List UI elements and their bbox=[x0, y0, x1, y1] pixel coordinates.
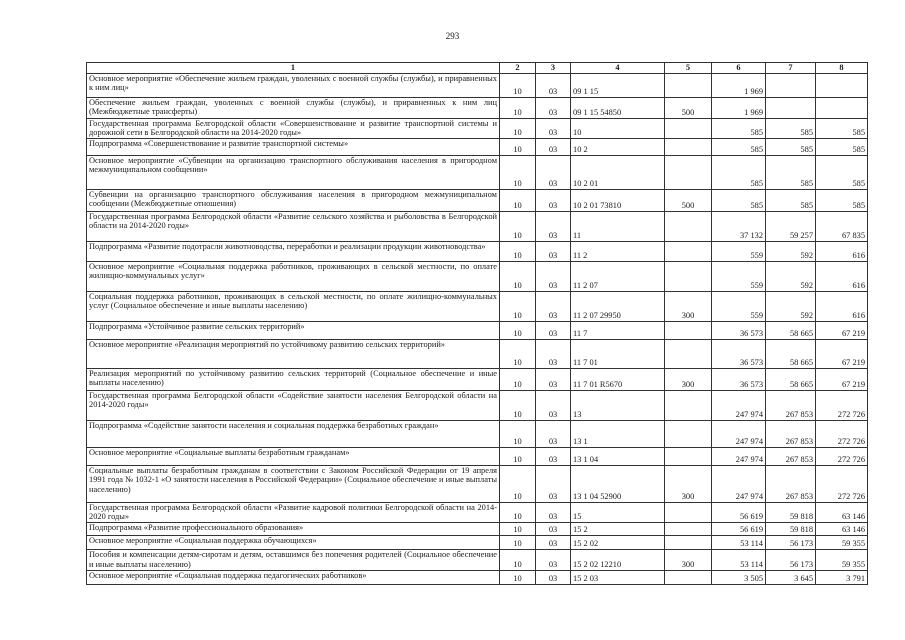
table-row bbox=[87, 535, 868, 549]
amount-year3-cell bbox=[816, 97, 868, 118]
page-number: 293 bbox=[445, 31, 460, 41]
table-row bbox=[87, 118, 868, 138]
amount-year1-cell: 56 619 bbox=[712, 502, 766, 522]
amount-year3-cell: 585 bbox=[816, 138, 868, 155]
amount-year1-cell: 585 bbox=[712, 155, 766, 189]
subsection-code-cell: 03 bbox=[536, 189, 571, 211]
amount-year2-cell: 585 bbox=[766, 118, 816, 138]
amount-year3-cell: 272 726 bbox=[816, 465, 868, 502]
amount-year1-cell: 53 114 bbox=[712, 549, 766, 570]
section-code-cell: 10 bbox=[500, 138, 536, 155]
amount-year3-cell bbox=[816, 73, 868, 97]
target-article-cell: 11 2 07 bbox=[571, 261, 665, 291]
amount-year1-cell: 53 114 bbox=[712, 535, 766, 549]
section-code-cell: 10 bbox=[500, 118, 536, 138]
expense-type-cell bbox=[665, 73, 712, 97]
amount-year2-cell: 267 853 bbox=[766, 447, 816, 465]
item-name-cell: Основное мероприятие «Социальная поддержка работников, проживающих в сельской местности, по оплате жилищно-коммунальных услуг» bbox=[87, 261, 500, 291]
subsection-code-cell: 03 bbox=[536, 570, 571, 584]
section-code-cell: 10 bbox=[500, 570, 536, 584]
subsection-code-cell: 03 bbox=[536, 261, 571, 291]
table-row bbox=[87, 261, 868, 291]
target-article-cell: 11 7 01 bbox=[571, 339, 665, 368]
table-row bbox=[87, 211, 868, 241]
target-article-cell: 10 2 bbox=[571, 138, 665, 155]
item-name-cell: Подпрограмма «Развитие подотрасли животноводства, переработки и реализации продукции животноводства» bbox=[87, 241, 500, 261]
target-article-cell: 15 2 03 bbox=[571, 570, 665, 584]
amount-year1-cell: 585 bbox=[712, 189, 766, 211]
subsection-code-cell: 03 bbox=[536, 339, 571, 368]
amount-year1-cell: 1 969 bbox=[712, 97, 766, 118]
amount-year1-cell: 247 974 bbox=[712, 390, 766, 420]
amount-year2-cell bbox=[766, 73, 816, 97]
target-article-cell: 11 7 bbox=[571, 321, 665, 339]
table-row bbox=[87, 549, 868, 570]
amount-year2-cell: 56 173 bbox=[766, 535, 816, 549]
target-article-cell: 11 bbox=[571, 211, 665, 241]
amount-year1-cell: 559 bbox=[712, 291, 766, 321]
amount-year3-cell: 272 726 bbox=[816, 420, 868, 447]
expense-type-cell bbox=[665, 535, 712, 549]
section-code-cell: 10 bbox=[500, 549, 536, 570]
item-name-cell: Государственная программа Белгородской области «Развитие кадровой политики Белгородской области на 2014-2020 годы» bbox=[87, 502, 500, 522]
section-code-cell: 10 bbox=[500, 368, 536, 390]
item-name-cell: Основное мероприятие «Субвенции на организацию транспортного обслуживания населения в пригородном межмуниципальном сообщении» bbox=[87, 155, 500, 189]
item-name-cell: Подпрограмма «Содействие занятости населения и социальная поддержка безработных граждан» bbox=[87, 420, 500, 447]
target-article-cell: 15 2 02 bbox=[571, 535, 665, 549]
item-name-cell: Подпрограмма «Развитие профессионального образования» bbox=[87, 522, 500, 535]
table-row bbox=[87, 189, 868, 211]
subsection-code-cell: 03 bbox=[536, 155, 571, 189]
amount-year2-cell: 56 173 bbox=[766, 549, 816, 570]
target-article-cell: 10 bbox=[571, 118, 665, 138]
amount-year1-cell: 559 bbox=[712, 261, 766, 291]
section-code-cell: 10 bbox=[500, 155, 536, 189]
amount-year1-cell: 247 974 bbox=[712, 465, 766, 502]
amount-year2-cell: 592 bbox=[766, 241, 816, 261]
section-code-cell: 10 bbox=[500, 420, 536, 447]
section-code-cell: 10 bbox=[500, 291, 536, 321]
item-name-cell: Субвенции на организацию транспортного обслуживания населения в пригородном межмуниципальном сообщении (Межбюджетные отношения) bbox=[87, 189, 500, 211]
section-code-cell: 10 bbox=[500, 339, 536, 368]
subsection-code-cell: 03 bbox=[536, 321, 571, 339]
amount-year3-cell: 67 219 bbox=[816, 321, 868, 339]
amount-year2-cell: 585 bbox=[766, 138, 816, 155]
table-row bbox=[87, 138, 868, 155]
item-name-cell: Государственная программа Белгородской области «Содействие занятости населения Белгородской области на 2014-2020 годы» bbox=[87, 390, 500, 420]
header-cell: 6 bbox=[712, 63, 766, 74]
subsection-code-cell: 03 bbox=[536, 138, 571, 155]
subsection-code-cell: 03 bbox=[536, 549, 571, 570]
amount-year1-cell: 56 619 bbox=[712, 522, 766, 535]
table-row bbox=[87, 291, 868, 321]
amount-year3-cell: 272 726 bbox=[816, 390, 868, 420]
amount-year3-cell: 67 219 bbox=[816, 368, 868, 390]
target-article-cell: 13 1 04 52900 bbox=[571, 465, 665, 502]
amount-year3-cell: 272 726 bbox=[816, 447, 868, 465]
item-name-cell: Пособия и компенсации детям-сиротам и детям, оставшимся без попечения родителей (Социальное обеспечение и иные выплаты населению) bbox=[87, 549, 500, 570]
target-article-cell: 10 2 01 bbox=[571, 155, 665, 189]
table-row bbox=[87, 241, 868, 261]
table-row bbox=[87, 420, 868, 447]
amount-year1-cell: 36 573 bbox=[712, 339, 766, 368]
target-article-cell: 13 1 04 bbox=[571, 447, 665, 465]
amount-year2-cell: 267 853 bbox=[766, 465, 816, 502]
section-code-cell: 10 bbox=[500, 447, 536, 465]
amount-year3-cell: 63 146 bbox=[816, 502, 868, 522]
target-article-cell: 09 1 15 54850 bbox=[571, 97, 665, 118]
amount-year3-cell: 67 219 bbox=[816, 339, 868, 368]
subsection-code-cell: 03 bbox=[536, 118, 571, 138]
expense-type-cell bbox=[665, 522, 712, 535]
expense-type-cell bbox=[665, 211, 712, 241]
section-code-cell: 10 bbox=[500, 465, 536, 502]
subsection-code-cell: 03 bbox=[536, 97, 571, 118]
expense-type-cell bbox=[665, 261, 712, 291]
item-name-cell: Обеспечение жильем граждан, уволенных с военной службы (службы), и приравненных к ним лиц (Межбюджетные трансферты) bbox=[87, 97, 500, 118]
section-code-cell: 10 bbox=[500, 73, 536, 97]
amount-year3-cell: 63 146 bbox=[816, 522, 868, 535]
section-code-cell: 10 bbox=[500, 522, 536, 535]
amount-year2-cell: 267 853 bbox=[766, 390, 816, 420]
expense-type-cell bbox=[665, 241, 712, 261]
item-name-cell: Основное мероприятие «Реализация мероприятий по устойчивому развитию сельских территорий» bbox=[87, 339, 500, 368]
table-row bbox=[87, 570, 868, 584]
header-cell: 7 bbox=[766, 63, 816, 74]
target-article-cell: 13 1 bbox=[571, 420, 665, 447]
amount-year2-cell: 58 665 bbox=[766, 321, 816, 339]
section-code-cell: 10 bbox=[500, 390, 536, 420]
target-article-cell: 10 2 01 73810 bbox=[571, 189, 665, 211]
table-row bbox=[87, 447, 868, 465]
amount-year2-cell: 592 bbox=[766, 291, 816, 321]
item-name-cell: Основное мероприятие «Обеспечение жильем граждан, уволенных с военной службы (службы), и приравненных к ним лиц» bbox=[87, 73, 500, 97]
amount-year3-cell: 59 355 bbox=[816, 535, 868, 549]
subsection-code-cell: 03 bbox=[536, 368, 571, 390]
budget-table bbox=[86, 62, 868, 585]
section-code-cell: 10 bbox=[500, 535, 536, 549]
expense-type-cell bbox=[665, 447, 712, 465]
expense-type-cell: 300 bbox=[665, 465, 712, 502]
subsection-code-cell: 03 bbox=[536, 502, 571, 522]
expense-type-cell bbox=[665, 390, 712, 420]
amount-year3-cell: 59 355 bbox=[816, 549, 868, 570]
section-code-cell: 10 bbox=[500, 261, 536, 291]
expense-type-cell bbox=[665, 321, 712, 339]
section-code-cell: 10 bbox=[500, 241, 536, 261]
amount-year3-cell: 616 bbox=[816, 291, 868, 321]
table-row bbox=[87, 339, 868, 368]
target-article-cell: 13 bbox=[571, 390, 665, 420]
amount-year2-cell: 59 257 bbox=[766, 211, 816, 241]
amount-year3-cell: 616 bbox=[816, 261, 868, 291]
expense-type-cell bbox=[665, 138, 712, 155]
amount-year1-cell: 247 974 bbox=[712, 447, 766, 465]
section-code-cell: 10 bbox=[500, 502, 536, 522]
table-header-row bbox=[87, 63, 868, 74]
expense-type-cell: 300 bbox=[665, 549, 712, 570]
target-article-cell: 09 1 15 bbox=[571, 73, 665, 97]
header-cell: 5 bbox=[665, 63, 712, 74]
section-code-cell: 10 bbox=[500, 97, 536, 118]
subsection-code-cell: 03 bbox=[536, 73, 571, 97]
item-name-cell: Социальные выплаты безработным гражданам в соответствии с Законом Российской Федерации от 19 апреля 1991 года № 1032-1 «О занятости населения в Российской Федерации» (Социальное обеспечение и иные выплаты населению) bbox=[87, 465, 500, 502]
item-name-cell: Подпрограмма «Устойчивое развитие сельских территорий» bbox=[87, 321, 500, 339]
item-name-cell: Государственная программа Белгородской области «Развитие сельского хозяйства и рыболовства в Белгородской области на 2014-2020 годы» bbox=[87, 211, 500, 241]
amount-year3-cell: 67 835 bbox=[816, 211, 868, 241]
amount-year3-cell: 616 bbox=[816, 241, 868, 261]
expense-type-cell bbox=[665, 339, 712, 368]
amount-year1-cell: 585 bbox=[712, 138, 766, 155]
amount-year1-cell: 585 bbox=[712, 118, 766, 138]
target-article-cell: 15 2 bbox=[571, 522, 665, 535]
table-row bbox=[87, 73, 868, 97]
section-code-cell: 10 bbox=[500, 321, 536, 339]
expense-type-cell bbox=[665, 570, 712, 584]
amount-year2-cell: 585 bbox=[766, 155, 816, 189]
section-code-cell: 10 bbox=[500, 211, 536, 241]
item-name-cell: Основное мероприятие «Социальная поддержка обучающихся» bbox=[87, 535, 500, 549]
subsection-code-cell: 03 bbox=[536, 522, 571, 535]
amount-year1-cell: 36 573 bbox=[712, 368, 766, 390]
expense-type-cell bbox=[665, 118, 712, 138]
amount-year1-cell: 37 132 bbox=[712, 211, 766, 241]
subsection-code-cell: 03 bbox=[536, 420, 571, 447]
section-code-cell: 10 bbox=[500, 189, 536, 211]
subsection-code-cell: 03 bbox=[536, 447, 571, 465]
amount-year2-cell: 59 818 bbox=[766, 522, 816, 535]
amount-year2-cell: 58 665 bbox=[766, 339, 816, 368]
subsection-code-cell: 03 bbox=[536, 535, 571, 549]
expense-type-cell: 500 bbox=[665, 97, 712, 118]
header-cell: 3 bbox=[536, 63, 571, 74]
amount-year1-cell: 247 974 bbox=[712, 420, 766, 447]
expense-type-cell: 500 bbox=[665, 189, 712, 211]
amount-year1-cell: 3 505 bbox=[712, 570, 766, 584]
item-name-cell: Подпрограмма «Совершенствование и развитие транспортной системы» bbox=[87, 138, 500, 155]
amount-year3-cell: 585 bbox=[816, 155, 868, 189]
amount-year1-cell: 559 bbox=[712, 241, 766, 261]
amount-year2-cell: 59 818 bbox=[766, 502, 816, 522]
table-row bbox=[87, 368, 868, 390]
subsection-code-cell: 03 bbox=[536, 211, 571, 241]
target-article-cell: 11 2 07 29950 bbox=[571, 291, 665, 321]
item-name-cell: Основное мероприятие «Социальная поддержка педагогических работников» bbox=[87, 570, 500, 584]
table-row bbox=[87, 502, 868, 522]
amount-year2-cell bbox=[766, 97, 816, 118]
amount-year1-cell: 36 573 bbox=[712, 321, 766, 339]
subsection-code-cell: 03 bbox=[536, 241, 571, 261]
amount-year3-cell: 585 bbox=[816, 189, 868, 211]
item-name-cell: Основное мероприятие «Социальные выплаты безработным гражданам» bbox=[87, 447, 500, 465]
table-row bbox=[87, 155, 868, 189]
expense-type-cell: 300 bbox=[665, 368, 712, 390]
amount-year2-cell: 267 853 bbox=[766, 420, 816, 447]
table-row bbox=[87, 321, 868, 339]
amount-year3-cell: 585 bbox=[816, 118, 868, 138]
table-row bbox=[87, 522, 868, 535]
expense-type-cell: 300 bbox=[665, 291, 712, 321]
header-cell: 1 bbox=[87, 63, 500, 74]
target-article-cell: 11 7 01 R5670 bbox=[571, 368, 665, 390]
item-name-cell: Государственная программа Белгородской области «Совершенствование и развитие транспортной системы и дорожной сети в Белгородской области на 2014-2020 годы» bbox=[87, 118, 500, 138]
header-cell: 2 bbox=[500, 63, 536, 74]
header-cell: 8 bbox=[816, 63, 868, 74]
table-row bbox=[87, 97, 868, 118]
subsection-code-cell: 03 bbox=[536, 291, 571, 321]
target-article-cell: 11 2 bbox=[571, 241, 665, 261]
subsection-code-cell: 03 bbox=[536, 390, 571, 420]
amount-year3-cell: 3 791 bbox=[816, 570, 868, 584]
header-cell: 4 bbox=[571, 63, 665, 74]
amount-year2-cell: 592 bbox=[766, 261, 816, 291]
item-name-cell: Социальная поддержка работников, проживающих в сельской местности, по оплате жилищно-коммунальных услуг (Социальное обеспечение и иные выплаты населению) bbox=[87, 291, 500, 321]
target-article-cell: 15 bbox=[571, 502, 665, 522]
expense-type-cell bbox=[665, 155, 712, 189]
table-row bbox=[87, 390, 868, 420]
amount-year1-cell: 1 969 bbox=[712, 73, 766, 97]
expense-type-cell bbox=[665, 420, 712, 447]
target-article-cell: 15 2 02 12210 bbox=[571, 549, 665, 570]
subsection-code-cell: 03 bbox=[536, 465, 571, 502]
expense-type-cell bbox=[665, 502, 712, 522]
amount-year2-cell: 585 bbox=[766, 189, 816, 211]
amount-year2-cell: 3 645 bbox=[766, 570, 816, 584]
amount-year2-cell: 58 665 bbox=[766, 368, 816, 390]
item-name-cell: Реализация мероприятий по устойчивому развитию сельских территорий (Социальное обеспечение и иные выплаты населению) bbox=[87, 368, 500, 390]
table-row bbox=[87, 465, 868, 502]
